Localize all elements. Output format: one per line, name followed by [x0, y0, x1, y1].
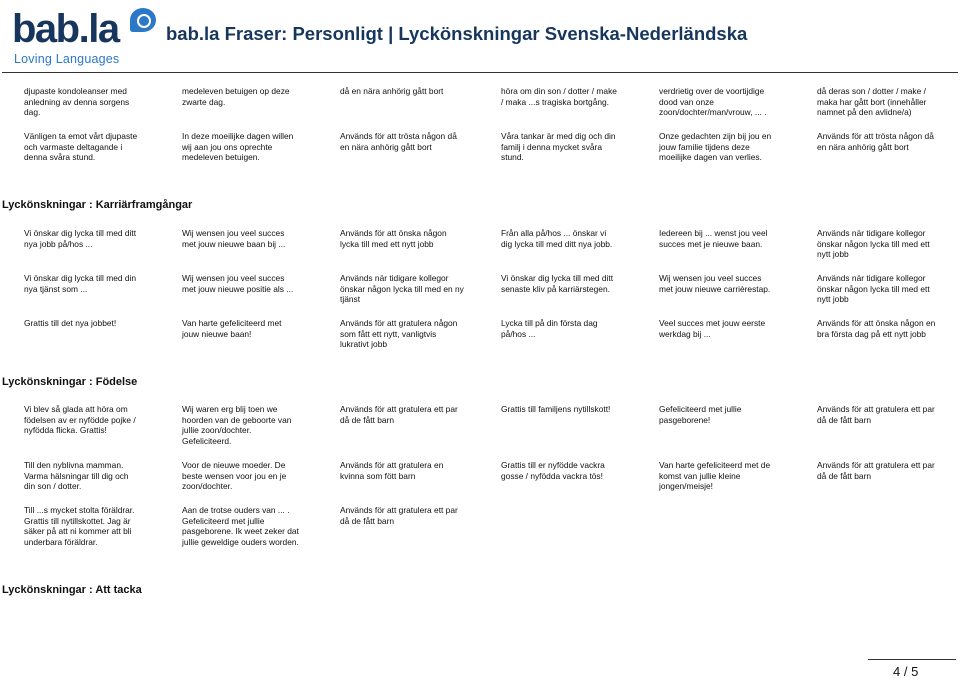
header-divider [2, 72, 958, 73]
phrase-cell: Vi blev så glada att höra om födelsen av er nyfödde pojke / nyfödda flicka. Grattis! [24, 404, 136, 436]
phrase-cell: djupaste kondoleanser med anledning av denna sorgens dag. [24, 86, 130, 118]
phrase-cell: Wij wensen jou veel succes met jouw nieuwe positie als ... [182, 273, 294, 294]
phrase-cell: Gefeliciteerd met jullie pasgeborene! [659, 404, 742, 425]
usage-note: Används när tidigare kollegor önskar någon lycka till med en ny tjänst [340, 273, 464, 305]
usage-note: Används för att önska någon lycka till med ett nytt jobb [340, 228, 447, 249]
usage-note: Används för att gratulera ett par då de fått barn [340, 404, 458, 425]
phrase-cell: Vi önskar dig lycka till med ditt nya jobb på/hos ... [24, 228, 137, 249]
phrase-cell: Från alla på/hos ... önskar vi dig lycka till med ditt nya jobb. [501, 228, 613, 249]
phrase-cell: verdrietig over de voortijdige dood van onze zoon/dochter/man/vrouw, ... . [659, 86, 767, 118]
usage-note: Används för att trösta någon då en nära anhörig gått bort [817, 131, 934, 152]
phrase-cell: Till ...s mycket stolta föräldrar. Grattis till nytillskottet. Jag är säker på att ni kommer att bli underbara föräldrar. [24, 505, 135, 547]
phrase-cell: Wij wensen jou veel succes met jouw nieuwe carrièrestap. [659, 273, 771, 294]
usage-note: då en nära anhörig gått bort [340, 86, 444, 96]
usage-note: Används när tidigare kollegor önskar någon lycka till med ett nytt jobb [817, 273, 930, 305]
phrase-cell: Våra tankar är med dig och din familj i denna mycket svåra stund. [501, 131, 616, 163]
phrase-cell: Vänligen ta emot vårt djupaste och varmaste deltagande i denna svåra stund. [24, 131, 138, 163]
phrase-cell: Veel succes met jouw eerste werkdag bij ... [659, 318, 766, 339]
logo-wordmark: bab.la [12, 7, 119, 51]
phrase-cell: Till den nyblivna mamman. Varma hälsningar till dig och din son / dotter. [24, 460, 129, 492]
phrase-cell: Lycka till på din första dag på/hos ... [501, 318, 598, 339]
phrase-cell: Voor de nieuwe moeder. De beste wensen voor jou en je zoon/dochter. [182, 460, 287, 492]
usage-note: Används för att gratulera ett par då de fått barn [817, 460, 935, 481]
babla-logo [12, 6, 162, 68]
page-number: 4 / 5 [893, 664, 919, 679]
phrase-cell: höra om din son / dotter / make / maka ...s tragiska bortgång. [501, 86, 617, 107]
phrase-cell: Vi önskar dig lycka till med din nya tjänst som ... [24, 273, 137, 294]
phrase-cell: Aan de trotse ouders van ... . Gefeliciteerd met jullie pasgeborene. Ik weet zeker dat jullie geweldige ouders worden. [182, 505, 299, 547]
phrase-cell: Iedereen bij ... wenst jou veel succes met je nieuwe baan. [659, 228, 768, 249]
phrase-cell: Onze gedachten zijn bij jou en jouw familie tijdens deze moeilijke dagen van verlies. [659, 131, 772, 163]
phrase-cell: Van harte gefeliciteerd met de komst van jullie kleine jongen/meisje! [659, 460, 771, 492]
section-heading: Lyckönskningar : Karriärframgångar [2, 199, 193, 211]
phrase-cell: Van harte gefeliciteerd met jouw nieuwe baan! [182, 318, 282, 339]
phrase-cell: Vi önskar dig lycka till med ditt senaste kliv på karriärstegen. [501, 273, 614, 294]
section-heading: Lyckönskningar : Födelse [2, 376, 138, 388]
page-title: bab.la Fraser: Personligt | Lyckönskningar Svenska-Nederländska [166, 23, 748, 44]
logo-tagline: Loving Languages [14, 52, 120, 66]
usage-note: Används för att gratulera ett par då de fått barn [817, 404, 935, 425]
speech-bubble-icon [130, 8, 156, 32]
usage-note: då deras son / dotter / make / maka har gått bort (innehåller namnet på den avlidne/a) [817, 86, 927, 118]
usage-note: Används när tidigare kollegor önskar någon lycka till med ett nytt jobb [817, 228, 930, 260]
usage-note: Används för att trösta någon då en nära anhörig gått bort [340, 131, 457, 152]
phrase-cell: Grattis till det nya jobbet! [24, 318, 117, 328]
phrase-cell: In deze moeilijke dagen willen wij aan jou ons oprechte medeleven betuigen. [182, 131, 294, 163]
footer-divider [868, 659, 956, 660]
usage-note: Används för att gratulera ett par då de fått barn [340, 505, 458, 526]
phrase-cell: Wij wensen jou veel succes met jouw nieuwe baan bij ... [182, 228, 286, 249]
section-heading: Lyckönskningar : Att tacka [2, 584, 142, 596]
usage-note: Används för att gratulera en kvinna som fött barn [340, 460, 444, 481]
phrase-cell: Wij waren erg blij toen we hoorden van de geboorte van jullie zoon/dochter. Gefeliciteerd. [182, 404, 292, 446]
phrase-cell: Grattis till er nyfödde vackra gosse / nyfödda vackra tös! [501, 460, 605, 481]
usage-note: Används för att önska någon en bra första dag på ett nytt jobb [817, 318, 936, 339]
phrase-cell: Grattis till familjens nytillskott! [501, 404, 611, 414]
phrase-cell: medeleven betuigen op deze zwarte dag. [182, 86, 290, 107]
usage-note: Används för att gratulera någon som fått ett nytt, vanligtvis lukrativt jobb [340, 318, 458, 350]
